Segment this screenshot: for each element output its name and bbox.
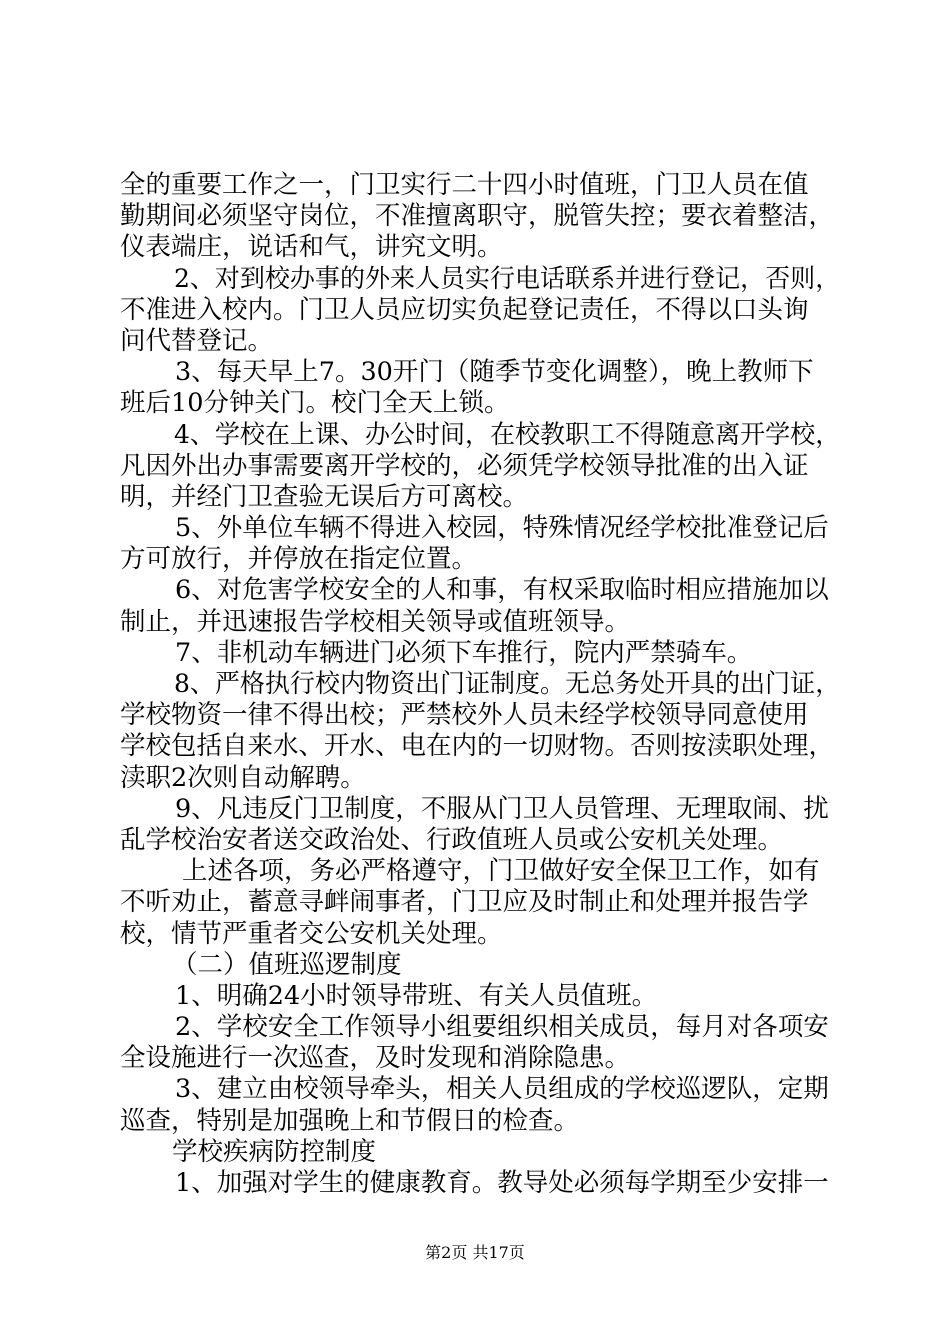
text-line: 巡查，特别是加强晚上和节假日的检查。	[120, 1105, 580, 1136]
text-line: 1、加强对学生的健康教育。教导处必须每学期至少安排一	[175, 1168, 829, 1198]
text-line: 乱学校治安者送交政治处、行政值班人员或公安机关处理。	[120, 824, 784, 855]
text-line: 凡因外出办事需要离开学校的，必须凭学校领导批准的出入证	[120, 450, 809, 481]
text-line: 班后10分钟关门。校门全天上锁。	[120, 388, 510, 419]
text-line: 9、凡违反门卫制度，不服从门卫人员管理、无理取闹、扰	[175, 793, 829, 824]
text-line: 渎职2次则自动解聘。	[120, 762, 366, 793]
text-line: 7、非机动车辆进门必须下车推行，院内严禁骑车。	[175, 637, 753, 668]
text-line: 1、明确24小时领导带班、有关人员值班。	[175, 980, 658, 1011]
text-line: 4、学校在上课、办公时间，在校教职工不得随意离开学校，	[173, 419, 841, 450]
text-line: 3、每天早上7。30开门（随季节变化调整），晚上教师下	[175, 357, 814, 388]
text-line: 3、建立由校领导牵头，相关人员组成的学校巡逻队，定期	[175, 1074, 829, 1105]
text-line: 全设施进行一次巡查，及时发现和消除隐患。	[120, 1043, 631, 1074]
body-text	[120, 170, 840, 1199]
text-line: 8、严格执行校内物资出门证制度。无总务处开具的出门证，	[173, 669, 841, 699]
text-line: 不准进入校内。门卫人员应切实负起登记责任，不得以口头询	[120, 294, 809, 325]
text-line: 2、对到校办事的外来人员实行电话联系并进行登记，否则，	[173, 263, 841, 294]
text-line: 勤期间必须坚守岗位，不准擅离职守，脱管失控；要衣着整洁，	[120, 201, 835, 232]
page-footer: 第2页 共17页	[425, 1243, 525, 1262]
text-line: 6、对危害学校安全的人和事，有权采取临时相应措施加以	[175, 575, 829, 606]
text-line: 制止，并迅速报告学校相关领导或值班领导。	[120, 606, 631, 637]
text-line: 学校疾病防控制度	[172, 1136, 377, 1167]
text-line: 2、学校安全工作领导小组要组织相关成员，每月对各项安	[175, 1012, 829, 1043]
text-line: 5、外单位车辆不得进入校园，特殊情况经学校批准登记后	[175, 513, 829, 544]
text-line: 仪表端庄，说话和气，讲究文明。	[120, 232, 503, 263]
text-line: 明，并经门卫查验无误后方可离校。	[120, 481, 529, 512]
text-line: （二）值班巡逻制度	[172, 949, 402, 980]
text-line: 问代替登记。	[120, 325, 274, 356]
text-line: 方可放行，并停放在指定位置。	[120, 544, 478, 575]
text-line: 不听劝止，蓄意寻衅闹事者，门卫应及时制止和处理并报告学	[120, 887, 809, 918]
text-line: 学校物资一律不得出校；严禁校外人员未经学校领导同意使用	[120, 700, 809, 731]
text-line: 学校包括自来水、开水、电在内的一切财物。否则按渎职处理，	[120, 731, 835, 762]
text-line: 上述各项，务必严格遵守，门卫做好安全保卫工作，如有	[182, 856, 820, 887]
text-line: 全的重要工作之一，门卫实行二十四小时值班，门卫人员在值	[120, 170, 809, 200]
text-line: 校，情节严重者交公安机关处理。	[120, 918, 503, 949]
